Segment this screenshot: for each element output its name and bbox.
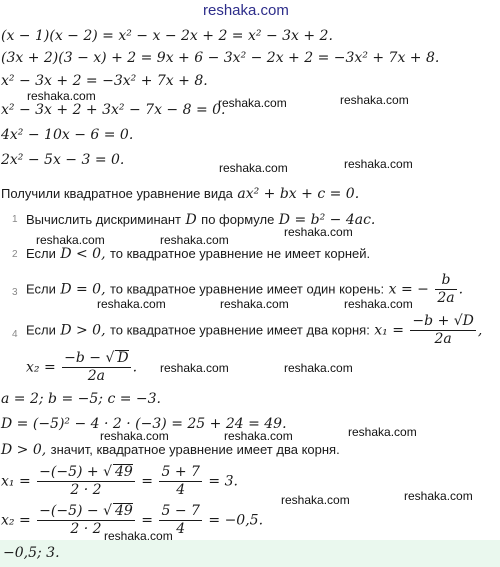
x2-result: = −0,5. [208,512,264,529]
disc-conclusion-text: значит, квадратное уравнение имеет два корня. [50,442,340,457]
watermark: reshaka.com [284,361,353,375]
watermark: reshaka.com [340,93,409,107]
step-3-tail: . [458,281,464,298]
equation-line-2: (3x + 2)(3 − x) + 2 = 9x + 6 − 3x² − 2x + 2 = −3x² + 7x + 8. [1,50,440,66]
step-3-text: Если [26,281,56,297]
x1-numerator [37,464,135,482]
watermark: reshaka.com [27,89,96,103]
watermark: reshaka.com [160,361,229,375]
quadratic-intro [1,185,359,203]
equation-line-4: x² − 3x + 2 + 3x² − 7x − 8 = 0. [1,102,226,118]
step-4-text2: то квадратное уравнение имеет два корня: [110,322,370,338]
x2-general-numerator [62,350,130,368]
watermark: reshaka.com [218,96,287,110]
step-3-cond: D = 0, [60,281,106,298]
step-number-1: 1 [12,214,18,225]
step-1-text: Вычислить дискриминант [26,212,182,227]
step-4-text: Если [26,322,56,338]
watermark: reshaka.com [219,161,288,175]
step-4-lhs: x₁ = [374,322,404,339]
watermark: reshaka.com [160,233,229,247]
step-4-tail: , [477,322,483,339]
root-x1 [1,464,238,499]
equation-line-1: (x − 1)(x − 2) = x² − x − 2x + 2 = x² − 3x + 2. [1,28,333,44]
disc-conclusion-cond: D > 0, [1,442,47,458]
x1-numerator-2: 5 + 7 [161,464,200,480]
coefficients: a = 2; b = −5; c = −3. [1,391,162,407]
step-3-denominator: 2a [437,290,455,306]
step-4-denominator: 2a [434,331,452,347]
step-3-lhs: x = − [388,281,429,298]
step-2-cond: D < 0, [60,246,106,262]
step-number-2: 2 [12,249,18,260]
sqrt-icon: √ [105,350,115,366]
x2-general-radicand: D [117,350,129,366]
watermark: reshaka.com [344,297,413,311]
x1-lhs: x₁ = [1,473,31,490]
answer: −0,5; 3. [3,545,60,561]
x2-general-tail: . [132,359,138,376]
x2-lhs: x₂ = [1,512,31,529]
x2-general-fraction [62,350,130,385]
step-3-text2: то квадратное уравнение имеет один корень: [110,281,385,297]
step-4-numerator: −b + √D [412,313,474,329]
watermark: reshaka.com [104,529,173,543]
watermark: reshaka.com [348,425,417,439]
answer-bar [0,540,500,567]
step-1-text2: по формуле [201,212,275,227]
step-1-var: D [185,212,197,228]
step-2 [26,245,370,263]
watermark: reshaka.com [97,297,166,311]
sqrt-icon: √ [103,503,113,519]
equation-line-6: 2x² − 5x − 3 = 0. [1,152,125,168]
discriminant-calc: D = (−5)² − 4 · 2 · (−3) = 25 + 24 = 49. [1,416,287,432]
x2-general-num-pre: −b − [64,350,102,366]
step-number-3: 3 [12,287,18,298]
x1-denominator: 2 · 2 [70,482,102,498]
step-1-formula: D = b² − 4ac. [278,212,376,228]
watermark: reshaka.com [220,297,289,311]
discriminant-conclusion [1,441,340,459]
x2-denominator-2: 4 [176,521,186,537]
watermark-top: reshaka.com [203,2,289,19]
sqrt-icon: √ [103,464,113,480]
watermark: reshaka.com [344,157,413,171]
x1-denominator-2: 4 [176,482,186,498]
step-4-x2 [26,350,137,385]
watermark: reshaka.com [284,225,353,239]
step-2-text2: то квадратное уравнение не имеет корней. [110,246,371,261]
intro-text: Получили квадратное уравнение вида [1,186,233,201]
x2-numerator-2: 5 − 7 [161,503,200,519]
x1-radicand: 49 [115,464,133,480]
x1-eq: = [141,473,154,490]
watermark: reshaka.com [404,489,473,503]
x1-num-pre: −(−5) + [39,464,99,480]
step-3-numerator: b [435,272,456,290]
intro-formula: ax² + bx + c = 0. [237,186,360,202]
watermark: reshaka.com [100,429,169,443]
x1-fraction [37,464,135,499]
x1-result: = 3. [208,473,238,490]
x2-num-pre: −(−5) − [39,503,99,519]
step-3-fraction [435,272,456,307]
step-2-text: Если [26,246,56,261]
x2-general-lhs: x₂ = [26,359,56,376]
x2-general-denominator: 2a [87,368,106,384]
equation-line-5: 4x² − 10x − 6 = 0. [1,127,134,143]
x2-numerator [37,503,135,521]
step-number-4: 4 [12,329,18,340]
watermark: reshaka.com [36,233,105,247]
step-4-cond: D > 0, [60,322,106,339]
step-4 [26,313,482,348]
x2-denominator: 2 · 2 [70,521,102,537]
x2-radicand: 49 [115,503,133,519]
equation-line-3: x² − 3x + 2 = −3x² + 7x + 8. [1,73,208,89]
x2-eq: = [141,512,154,529]
step-4-fraction [410,313,475,348]
watermark: reshaka.com [224,429,293,443]
x1-fraction-2 [159,464,201,499]
watermark: reshaka.com [281,493,350,507]
